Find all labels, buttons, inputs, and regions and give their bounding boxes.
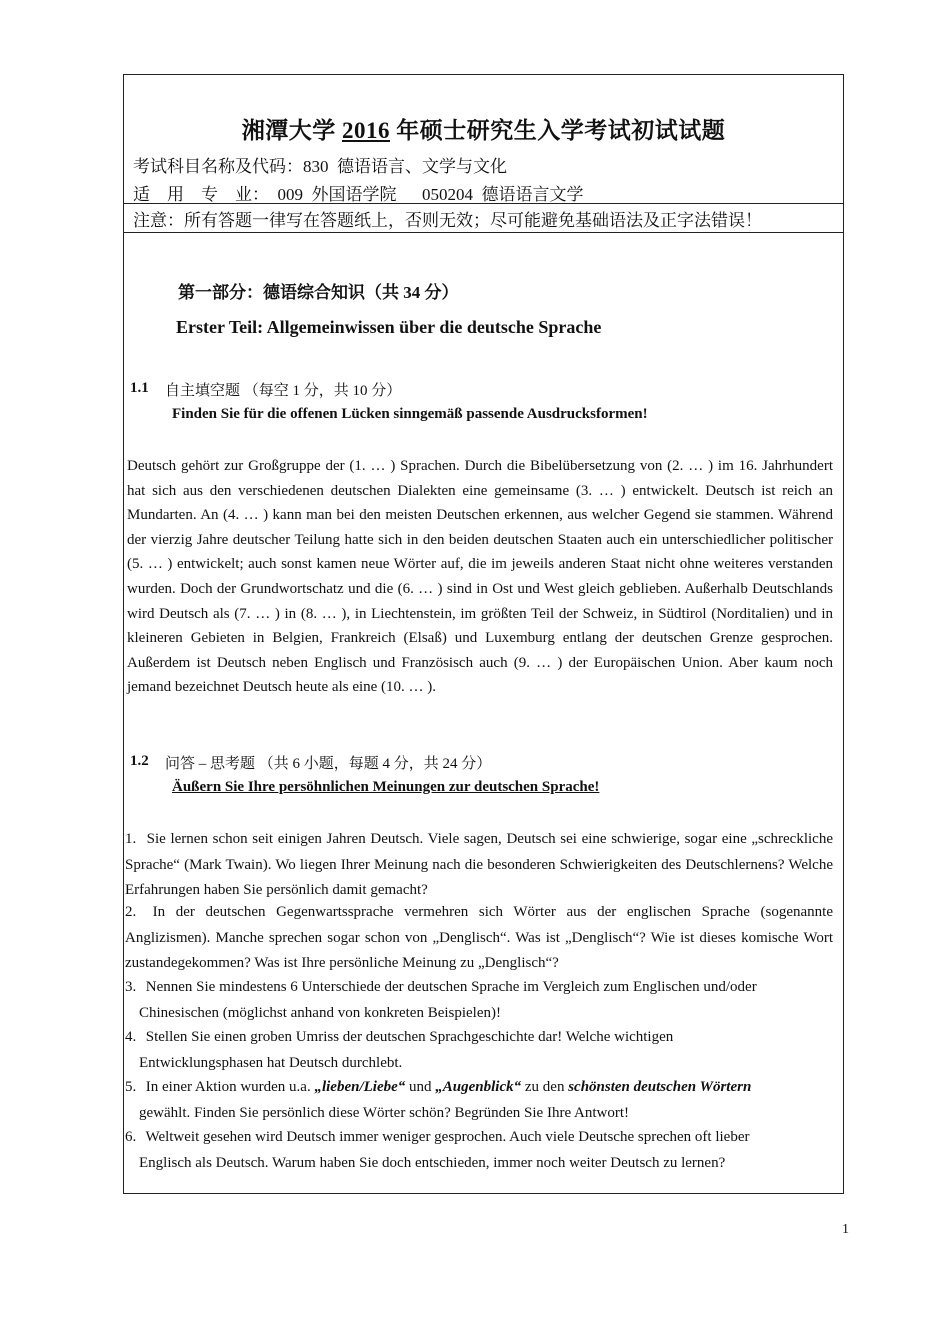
question-text: In der deutschen Gegenwartssprache vermehren sich Wörter aus der englischen Sprache (sogenannte Anglizismen). Manche sprechen sogar schon von „Denglisch“. Was ist „Denglisch“? Wie ist dieses komische Wort zustandegekommen? Was ist Ihre persönliche Meinung zu „Denglisch“? <box>125 904 833 971</box>
divider <box>123 232 844 233</box>
notice-line: 注意：所有答题一律写在答题纸上，否则无效；尽可能避免基础语法及正字法错误！ <box>133 211 762 230</box>
question-2 <box>125 900 833 977</box>
question-number: 3. <box>125 979 137 995</box>
title-exam: 年硕士研究生入学考试初试试题 <box>396 118 726 143</box>
question-text: und <box>409 1079 436 1095</box>
question-text-cont: Englisch als Deutsch. Warum haben Sie doch entschieden, immer noch weiter Deutsch zu lernen? <box>139 1154 726 1171</box>
question-text: Stellen Sie einen groben Umriss der deutschen Sprachgeschichte dar! Welche wichtigen <box>145 1029 674 1045</box>
question-text-cont: Chinesischen (möglichst anhand von konkreten Beispielen)! <box>139 1004 501 1021</box>
question-text: Sie lernen schon seit einigen Jahren Deutsch. Viele sagen, Deutsch sei eine schwierige, sogar eine „schreckliche Sprache“ (Mark Twain). Wo liegen Ihrer Meinung nach die besonderen Schwierigkeiten des Deutschlernens? Welche Erfahrungen haben Sie persönlich damit gemacht? <box>125 831 833 898</box>
question-text: In einer Aktion wurden u.a. <box>145 1079 315 1095</box>
emphasis-word: schönsten deutschen Wörtern <box>568 1079 752 1095</box>
exam-title <box>123 112 844 145</box>
question-text: Nennen Sie mindestens 6 Unterschiede der deutschen Sprache im Vergleich zum Englischen und/oder <box>145 979 757 995</box>
emphasis-word: „Augenblick“ <box>435 1079 522 1095</box>
question-3 <box>125 975 833 1026</box>
question-number: 6. <box>125 1129 137 1145</box>
section1-number: 1.1 <box>130 380 149 396</box>
question-text: zu den <box>524 1079 569 1095</box>
question-number: 1. <box>125 831 137 847</box>
divider <box>123 203 844 204</box>
section1-title: 自主填空题 （每空 1 分，共 10 分） <box>165 383 402 399</box>
part1-title-cn: 第一部分：德语综合知识（共 34 分） <box>178 283 459 302</box>
question-text-cont: gewählt. Finden Sie persönlich diese Wörter schön? Begründen Sie Ihre Antwort! <box>139 1104 630 1121</box>
emphasis-word: „lieben/Liebe“ <box>314 1079 406 1095</box>
section1-instruction: Finden Sie für die offenen Lücken sinngemäß passende Ausdrucksformen! <box>172 406 648 422</box>
question-5 <box>125 1075 833 1126</box>
question-number: 4. <box>125 1029 137 1045</box>
section2-title: 问答 – 思考题 （共 6 小题，每题 4 分，共 24 分） <box>165 756 492 772</box>
question-text-cont: Entwicklungsphasen hat Deutsch durchlebt. <box>139 1054 403 1071</box>
subject-line: 考试科目名称及代码：830 德语语言、文学与文化 <box>133 157 507 176</box>
part1-title-de: Erster Teil: Allgemeinwissen über die deutsche Sprache <box>176 317 602 337</box>
question-number: 5. <box>125 1079 137 1095</box>
cloze-text: Deutsch gehört zur Großgruppe der (1. … ) Sprachen. Durch die Bibelübersetzung von (2. … ) im 16. Jahrhundert hat sich aus den verschiedenen deutschen Dialekten eine gemeinsame (3. … ) entwickelt. Deutsch ist reich an Mundarten. An (4. … ) kann man bei den meisten Deutschen erkennen, aus welcher Gegend sie stammen. Während der vierzig Jahre deutscher Teilung hatte sich in den beiden deutschen Staaten auch ein unterschiedlicher politischer (5. … ) entwickelt; auch sonst kamen neue Wörter auf, die im jeweils anderen Staat nicht ohne weiteres verstanden wurden. Doch der Grundwortschatz und die (6. … ) sind in Ost und West gleich geblieben. Außerhalb Deutschlands wird Deutsch als (7. … ) in (8. … ), in Liechtenstein, im größten Teil der Schweiz, in Südtirol (Norditalien) und in kleineren Gebieten in Belgien, Frankreich (Elsaß) und Luxemburg entlang der deutschen Grenze gesprochen. Außerdem ist Deutsch neben Englisch und Französisch auch (9. … ) der Europäischen Union. Aber kaum noch jemand bezeichnet Deutsch heute als eine (10. … ). <box>127 458 833 696</box>
title-year: 2016 <box>342 118 390 143</box>
question-4 <box>125 1025 833 1076</box>
question-1 <box>125 827 833 904</box>
major-line: 适 用 专 业： 009 外国语学院 050204 德语语言文学 <box>133 185 584 204</box>
section2-instruction: Äußern Sie Ihre persöhnlichen Meinungen zur deutschen Sprache! <box>172 779 600 795</box>
title-university: 湘潭大学 <box>241 118 336 143</box>
page-number: 1 <box>842 1222 849 1237</box>
section2-number: 1.2 <box>130 753 149 769</box>
question-6 <box>125 1125 833 1176</box>
question-text: Weltweit gesehen wird Deutsch immer weniger gesprochen. Auch viele Deutsche sprechen oft lieber <box>145 1129 750 1145</box>
question-number: 2. <box>125 904 137 920</box>
